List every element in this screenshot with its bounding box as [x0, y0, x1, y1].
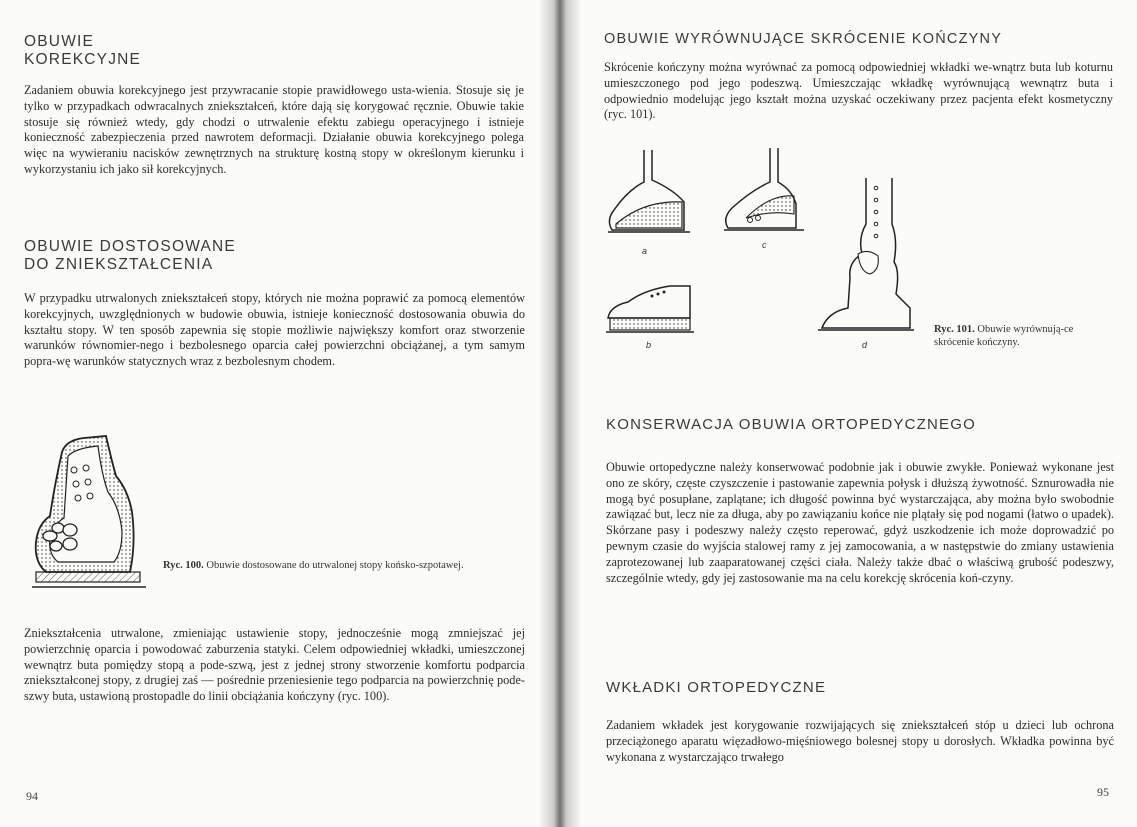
figure-caption-text: Obuwie dostosowane do utrwalonej stopy końsko-szpotawej.: [206, 560, 464, 571]
heading-line-1: OBUWIE: [24, 33, 95, 50]
figure-101-shoe-a: [604, 150, 694, 240]
paragraph-konserwacja: Obuwie ortopedyczne należy konserwować podobnie jak i obuwie zwykłe. Ponieważ wykonane jest ono ze skóry, częste czyszczenie i pastowanie zapewnia połysk i dłuższą żywotność. Sznurowadła nie mogą być posupłane, zaplątane; ich długość powinna być wystarczająca, aby można było swobodnie zawiązać but, lecz nie za długa, aby po zawiązaniu końce nie plątały się pod nogami (łatwo o upadek). Skórzane pasy i podeszwy należy często reperować, gdyż uszkodzenie ich może doprowadzić po pewnym czasie do wyjścia stalowej ramy z jej zamocowania, a w następstwie do zmiany ustawienia zaprotezowanej lub zaaparatowanej części ciała. Należy także dbać o właściwą grubość podeszwy, szczególnie wtedy, gdy jej zastosowanie ma na celu korekcję skrócenia koń-czyny.: [606, 460, 1114, 585]
figure-label-a: a: [642, 246, 648, 256]
figure-label-d: d: [862, 340, 868, 350]
heading-wkladki: WKŁADKI ORTOPEDYCZNE: [606, 679, 827, 696]
page-number: 94: [26, 789, 38, 803]
paragraph-dostosowane: W przypadku utrwalonych zniekształceń stopy, których nie można poprawić za pomocą elementów korekcyjnych, uwzględnionych w budowie obuwia, istnieje konieczność dostosowania obuwia do kształtu stopy. W ten sposób zapewnia się stopie możliwie największy komfort oraz stworzenie warunków równomier-nego i bezbolesnego oparcia całej powierzchni obciążanej, a tym samym popra-wę warunków statycznych wraz z bezbolesnym chodem.: [24, 291, 525, 369]
figure-label-b: b: [646, 340, 652, 350]
heading-obuwie-korekcyjne: [24, 33, 324, 69]
heading-obuwie-dostosowane: [24, 238, 344, 274]
figure-100-caption: [163, 559, 525, 572]
figure-101-boot-d: [818, 178, 918, 340]
figure-100-illustration: [28, 432, 168, 607]
figure-caption-text: Obuwie wyrównują-ce skrócenie kończyny.: [934, 324, 1074, 348]
book-gutter-shadow: [538, 0, 582, 827]
paragraph-wkladki: Zadaniem wkładek jest korygowanie rozwijających się zniekształceń stóp u dzieci lub ochrona przeciążonego aparatu więzadłowo-mięśniowego bolesnej stopy u dorosłych. Wkładka powinna być wykonana z wystarczająco trwałego: [606, 718, 1114, 764]
figure-101-shoe-b: [604, 278, 696, 340]
page-number: 95: [1097, 785, 1109, 799]
paragraph-zniekształcenia: Zniekształcenia utrwalone, zmieniając ustawienie stopy, jednocześnie mogą zmniejszać jej powierzchnię oparcia i powodować zaburzenia statyki. Celem odpowiedniej wkładki, umieszczonej wewnątrz buta pomiędzy stopą a pode-szwą, jest z jednej strony stworzenie komfortu podparcia zniekształconej stopy, z drugiej zaś — pośrednie przeniesienie tego podparcia na powierzchnię pode-szwy buta, ustawioną prostopadle do linii obciążania kończyny (ryc. 100).: [24, 626, 525, 704]
right-page: [560, 0, 1137, 827]
heading-konserwacja: KONSERWACJA OBUWIA ORTOPEDYCZNEGO: [606, 416, 976, 433]
figure-101-caption: [934, 323, 1074, 349]
left-page: [0, 0, 560, 827]
figure-caption-label: Ryc. 100.: [163, 560, 204, 571]
figure-label-c: c: [762, 240, 767, 250]
heading-line-2: DO ZNIEKSZTAŁCENIA: [24, 256, 214, 273]
heading-line-2: KOREKCYJNE: [24, 51, 142, 68]
paragraph-skrocenie: Skrócenie kończyny można wyrównać za pomocą odpowiedniej wkładki we-wnątrz buta lub koturnu umieszczonego pod jego podeszwą. Umieszczając wkładkę wyrównującą wewnątrz buta i odpowiednio modelując jego kształt można uzyskać oczekiwany przez pacjenta efekt kosmetyczny (ryc. 101).: [604, 60, 1113, 122]
figure-caption-label: Ryc. 101.: [934, 324, 975, 335]
heading-wyrownujace: OBUWIE WYRÓWNUJĄCE SKRÓCENIE KOŃCZYNY: [604, 31, 1003, 47]
paragraph-korekcyjne: Zadaniem obuwia korekcyjnego jest przywracanie stopie prawidłowego usta-wienia. Stosuje się je tylko w przypadkach odwracalnych zniekształceń, które dają się korygować ręcznie. Obuwie takie stosuje się również wtedy, gdy chodzi o utrwalenie efektu zabiegu operacyjnego i istnieje konieczność zabezpieczenia przed nawrotem deformacji. Działanie obuwia korekcyjnego polega więc na wywieraniu nacisków zewnętrznych na strukturę kostną stopy w określonym kierunku i wykorzystaniu ich jako sił korekcyjnych.: [24, 83, 524, 176]
figure-101-shoe-c: [720, 148, 810, 238]
heading-line-1: OBUWIE DOSTOSOWANE: [24, 238, 236, 255]
